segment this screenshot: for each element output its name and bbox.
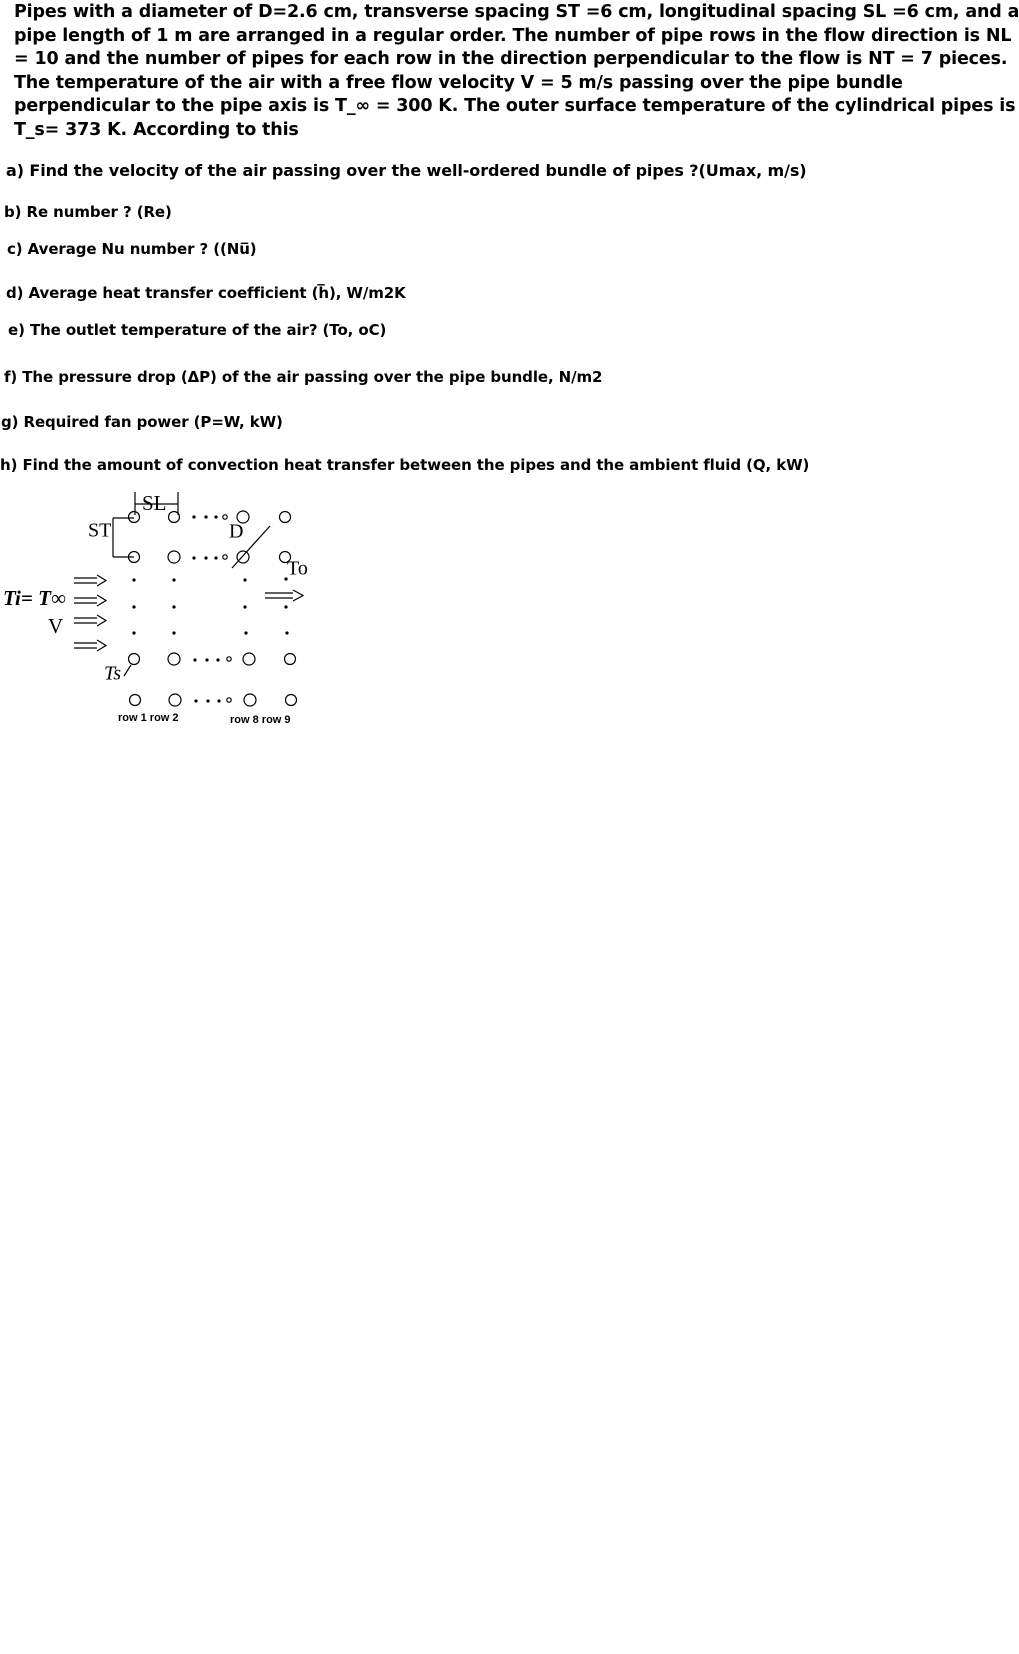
question-f: f) The pressure drop (ΔP) of the air passing over the pipe bundle, N/m2 [4, 368, 603, 386]
pipe-circle [280, 512, 291, 523]
pipe-circle [168, 653, 180, 665]
flow-arrow [74, 615, 106, 626]
question-a: a) Find the velocity of the air passing over the well-ordered bundle of pipes ?(Umax, m/s) [6, 161, 807, 180]
question-e: e) The outlet temperature of the air? (To, oC) [8, 321, 387, 339]
intro-line: pipe length of 1 m are arranged in a regular order. The number of pipe rows in the flow direction is NL [14, 25, 1012, 46]
pipe-circle [286, 695, 297, 706]
pipe-circle [244, 694, 256, 706]
d-label: D [229, 520, 244, 543]
tube-bank-diagram [0, 490, 893, 770]
pipe-circle [285, 654, 296, 665]
problem-statement [14, 1, 1019, 143]
flow-arrow [74, 575, 106, 586]
intro-line: = 10 and the number of pipes for each row in the direction perpendicular to the flow is NT = 7 pieces. [14, 49, 1008, 70]
intro-line: Pipes with a diameter of D=2.6 cm, transverse spacing ST =6 cm, longitudinal spacing SL =6 cm, and a [14, 2, 1019, 22]
pipe-circle [169, 512, 180, 523]
sl-label: SL [142, 491, 167, 516]
outlet-flow-arrow [265, 590, 303, 601]
row-label-left: row 1 row 2 [118, 712, 179, 725]
question-d: d) Average heat transfer coefficient (h̅), W/m2K [6, 284, 406, 302]
pipe-circle [130, 695, 141, 706]
intro-line: The temperature of the air with a free flow velocity V = 5 m/s passing over the pipe bundle [14, 72, 903, 93]
question-c: c) Average Nu number ? ((Nu̅) [7, 240, 257, 258]
question-h: h) Find the amount of convection heat transfer between the pipes and the ambient fluid (Q, kW) [0, 456, 810, 474]
row-label-right: row 8 row 9 [230, 714, 291, 727]
to-label: To [287, 557, 308, 580]
pipe-circle [168, 551, 180, 563]
ts-label: Ts [104, 662, 122, 685]
pipe-circle [169, 694, 181, 706]
pipe-circle [243, 653, 255, 665]
ti-label: Ti= T∞ [3, 586, 66, 611]
pipe-circle [129, 654, 140, 665]
intro-line: perpendicular to the pipe axis is T_∞ = 300 K. The outer surface temperature of the cylindrical pipes is [14, 96, 1016, 117]
flow-arrow [74, 595, 106, 606]
question-g: g) Required fan power (P=W, kW) [1, 413, 283, 431]
question-b: b) Re number ? (Re) [4, 203, 172, 221]
st-label: ST [88, 519, 112, 542]
v-label: V [48, 614, 64, 639]
intro-line: T_s= 373 K. According to this [14, 119, 299, 140]
pipe-circle [129, 512, 140, 523]
flow-arrow [74, 640, 106, 651]
